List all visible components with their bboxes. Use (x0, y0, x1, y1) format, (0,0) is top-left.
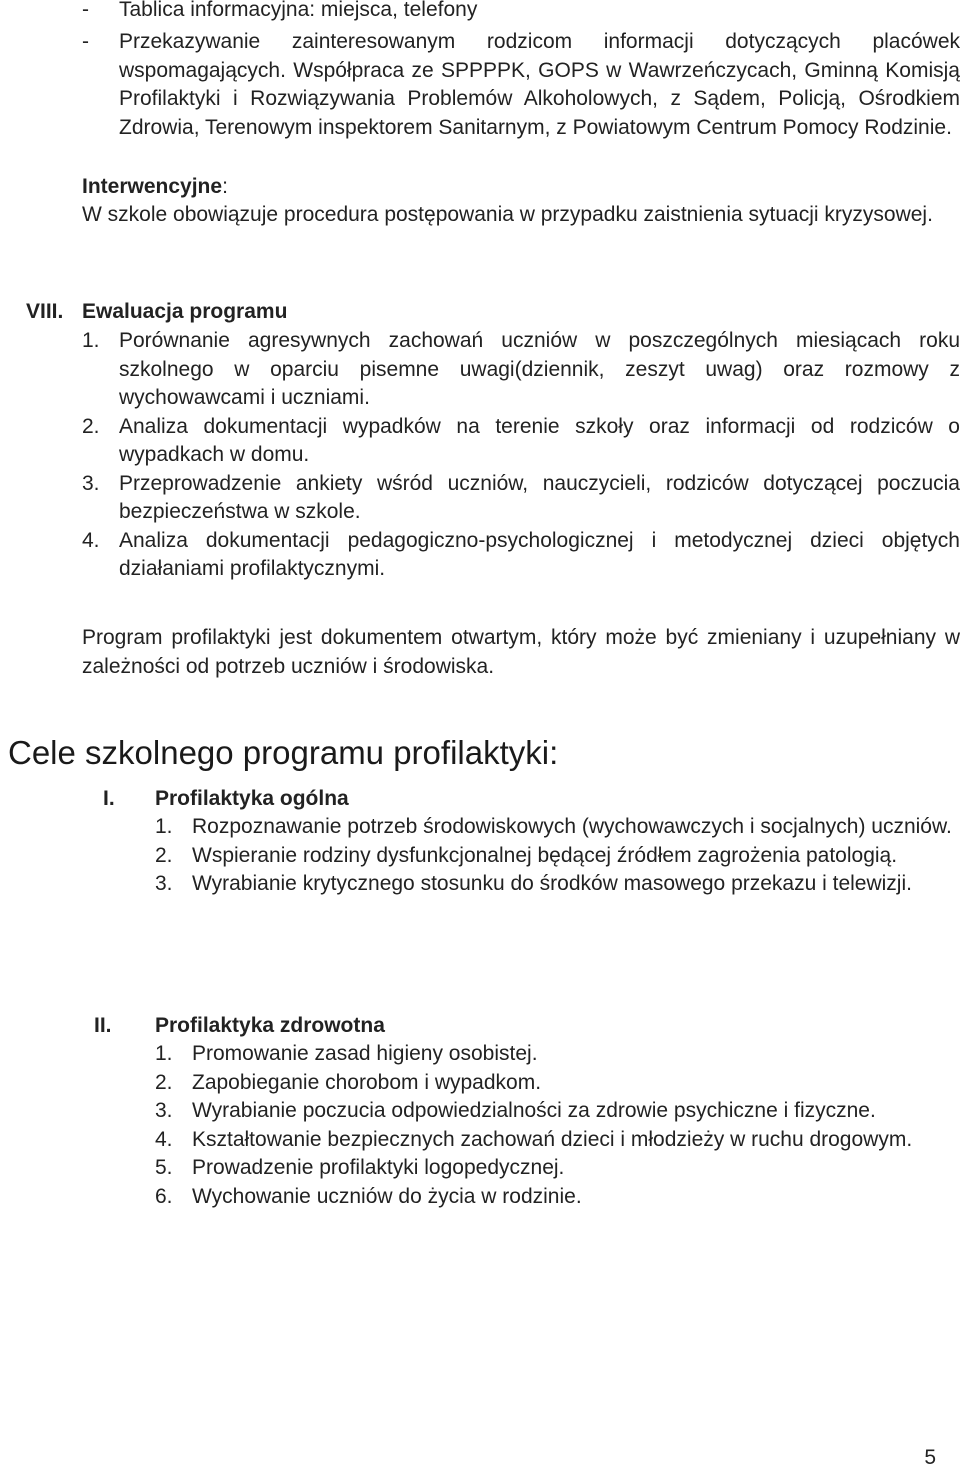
item-number: 4. (155, 1127, 173, 1151)
item-number: 1. (155, 815, 173, 838)
item-number: 2. (155, 1070, 173, 1094)
item-number: 6. (155, 1184, 173, 1208)
general-prevention-list (155, 813, 958, 899)
section-viii-title: Ewaluacja programu (82, 300, 288, 323)
section-viii-numeral: VIII. (26, 300, 64, 323)
item-text: Analiza dokumentacji pedagogiczno-psychologicznej i metodycznej dzieci objętych działaniami profilaktycznymi. (119, 528, 960, 580)
item-text: Przeprowadzenie ankiety wśród uczniów, nauczycieli, rodziców dotyczącej poczucia bezpieczeństwa w szkole. (119, 471, 960, 523)
item-number: 3. (155, 1099, 173, 1122)
interwencyjne-label: Interwencyjne (82, 175, 223, 198)
dash-item-text: Tablica informacyjna: miejsca, telefony (119, 0, 478, 21)
dash-list-item (82, 28, 960, 142)
item-text: Prowadzenie profilaktyki logopedycznej. (192, 1156, 565, 1179)
evaluation-item (82, 327, 960, 413)
section-i-title: Profilaktyka ogólna (155, 787, 349, 810)
item-text: Wspieranie rodziny dysfunkcjonalnej będącej źródłem zagrożenia patologią. (192, 843, 898, 867)
item-text: Wyrabianie poczucia odpowiedzialności za zdrowie psychiczne i fizyczne. (192, 1099, 876, 1122)
health-prevention-item (155, 1069, 958, 1098)
item-number: 4. (82, 528, 100, 552)
section-ii-numeral: II. (94, 1014, 112, 1037)
item-number: 2. (82, 414, 100, 438)
closing-paragraph: Program profilaktyki jest dokumentem otwartym, który może być zmieniany i uzupełniany w zależności od potrzeb uczniów i środowiska. (82, 626, 960, 678)
evaluation-item (82, 413, 960, 470)
item-text: Zapobieganie chorobom i wypadkom. (192, 1070, 542, 1094)
evaluation-list (82, 327, 960, 584)
dash-list-item (82, 0, 960, 25)
interwencyjne-colon: : (222, 175, 228, 198)
health-prevention-item (155, 1154, 958, 1183)
item-text: Promowanie zasad higieny osobistej. (192, 1042, 538, 1065)
item-number: 1. (82, 329, 100, 352)
general-prevention-item (155, 842, 958, 871)
section-i-numeral: I. (103, 787, 115, 810)
evaluation-item (82, 527, 960, 584)
health-prevention-item (155, 1183, 958, 1212)
health-prevention-list (155, 1040, 958, 1211)
dash-marker: - (82, 0, 89, 21)
item-text: Wychowanie uczniów do życia w rodzinie. (192, 1184, 582, 1208)
health-prevention-item (155, 1040, 958, 1069)
section-ii-title: Profilaktyka zdrowotna (155, 1014, 385, 1037)
health-prevention-item (155, 1097, 958, 1126)
item-number: 1. (155, 1042, 173, 1065)
general-prevention-item (155, 870, 958, 899)
evaluation-item (82, 470, 960, 527)
dash-item-text: Przekazywanie zainteresowanym rodzicom informacji dotyczących placówek wspomagających. Współpraca ze SPPPPK, GOPS w Wawrzeńczycach, Gminną Komisją Profilaktyki i Rozwiązywania Problemów Alkoholowych, z Sądem, Policją, Ośrodkiem Zdrowia, Terenowym inspektorem Sanitarnym, z Powiatowym Centrum Pomocy Rodzinie. (119, 30, 960, 139)
item-text: Rozpoznawanie potrzeb środowiskowych (wychowawczych i socjalnych) uczniów. (192, 815, 952, 838)
item-text: Wyrabianie krytycznego stosunku do środków masowego przekazu i telewizji. (192, 872, 912, 895)
item-number: 2. (155, 843, 173, 867)
goals-title: Cele szkolnego programu profilaktyki: (8, 734, 559, 771)
page-number: 5 (924, 1446, 936, 1469)
item-text: Analiza dokumentacji wypadków na terenie szkoły oraz informacji od rodziców o wypadkach w domu. (119, 414, 960, 466)
item-number: 3. (82, 471, 100, 495)
interwencyjne-text: W szkole obowiązuje procedura postępowania w przypadku zaistnienia sytuacji kryzysowej. (82, 203, 933, 226)
health-prevention-item (155, 1126, 958, 1155)
item-number: 5. (155, 1156, 173, 1179)
interwencyjne-heading (82, 173, 960, 202)
dash-marker: - (82, 30, 89, 53)
item-text: Porównanie agresywnych zachowań uczniów w poszczególnych miesiącach roku szkolnego w oparciu pisemne uwagi(dziennik, zeszyt uwag) oraz rozmowy z wychowawcami i uczniami. (119, 329, 960, 409)
item-text: Kształtowanie bezpiecznych zachowań dzieci i młodzieży w ruchu drogowym. (192, 1127, 913, 1151)
item-number: 3. (155, 872, 173, 895)
general-prevention-item (155, 813, 958, 842)
